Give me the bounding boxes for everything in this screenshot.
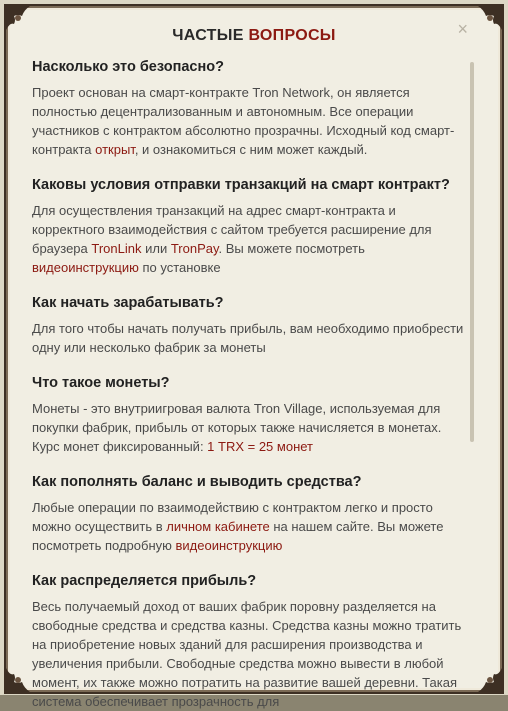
tronpay-link[interactable]: TronPay bbox=[170, 241, 219, 256]
faq-item bbox=[32, 572, 472, 711]
answer-text: . Вы можете посмотреть bbox=[218, 241, 365, 256]
faq-answer bbox=[32, 399, 472, 456]
title-part-1: ЧАСТЫЕ bbox=[172, 27, 249, 44]
video-instruction-link[interactable]: видеоинструкцию bbox=[175, 538, 283, 553]
answer-text: по установке bbox=[138, 260, 221, 275]
faq-question: Что такое монеты? bbox=[32, 375, 170, 391]
modal-title bbox=[6, 27, 502, 45]
answer-text: Проект основан на смарт-контракте Tron Network, он является полностью децентрализованным и автономным. Все операции участников с контрактом абсолютно прозрачны. Исходный код смарт-контракта bbox=[32, 85, 455, 157]
faq-item bbox=[32, 473, 472, 555]
source-code-link[interactable]: открыт bbox=[95, 142, 135, 157]
answer-text: Для осуществления транзакций на адрес смарт-контракта и корректного взаимодействия с сайтом требуется расширение для браузера bbox=[32, 203, 432, 256]
coin-rate: 1 TRX = 25 монет bbox=[207, 439, 313, 454]
faq-answer bbox=[32, 83, 472, 159]
faq-question: Как начать зарабатывать? bbox=[32, 295, 224, 311]
faq-item bbox=[32, 176, 472, 277]
faq-question: Насколько это безопасно? bbox=[32, 59, 224, 75]
faq-question: Каковы условия отправки транзакций на смарт контракт? bbox=[32, 177, 450, 193]
video-instruction-link[interactable]: видеоинструкцию bbox=[32, 260, 139, 275]
faq-item bbox=[32, 294, 472, 357]
faq-answer: Весь получаемый доход от ваших фабрик поровну разделяется на свободные средства и средства казны. Средства казны можно тратить на приобретение новых зданий для расширения производства и увеличения прибыли. Свободные средства можно вывести в любой момент, их также можно потратить на развитие вашей деревни. Такая система обеспечивает прозрачность для bbox=[32, 599, 462, 709]
faq-question: Как распределяется прибыль? bbox=[32, 573, 257, 589]
tronlink-link[interactable]: TronLink bbox=[91, 241, 142, 256]
faq-question: Как пополнять баланс и выводить средства? bbox=[32, 474, 362, 490]
title-part-2: ВОПРОСЫ bbox=[248, 27, 336, 44]
answer-text: , и ознакомиться с ним может каждый. bbox=[134, 142, 368, 157]
answer-text: Любые операции по взаимодействию с контрактом легко и просто можно осуществить в bbox=[32, 500, 433, 534]
answer-text: на нашем сайте. Вы можете посмотреть подробную bbox=[32, 519, 444, 553]
faq-answer: Для того чтобы начать получать прибыль, вам необходимо приобрести одну или несколько фабрик за монеты bbox=[32, 321, 464, 355]
faq-list bbox=[32, 58, 472, 709]
answer-text: или bbox=[141, 241, 171, 256]
faq-item bbox=[32, 374, 472, 456]
faq-item bbox=[32, 58, 472, 159]
faq-modal bbox=[4, 4, 504, 709]
personal-cabinet-link[interactable]: личном кабинете bbox=[166, 519, 270, 534]
faq-answer bbox=[32, 201, 472, 277]
close-icon[interactable]: × bbox=[457, 19, 468, 39]
faq-answer bbox=[32, 498, 472, 555]
answer-text: Монеты - это внутриигровая валюта Tron Village, используемая для покупки фабрик, прибыль от которых также начисляется в монетах. Курс монет фиксированный: bbox=[32, 401, 442, 454]
